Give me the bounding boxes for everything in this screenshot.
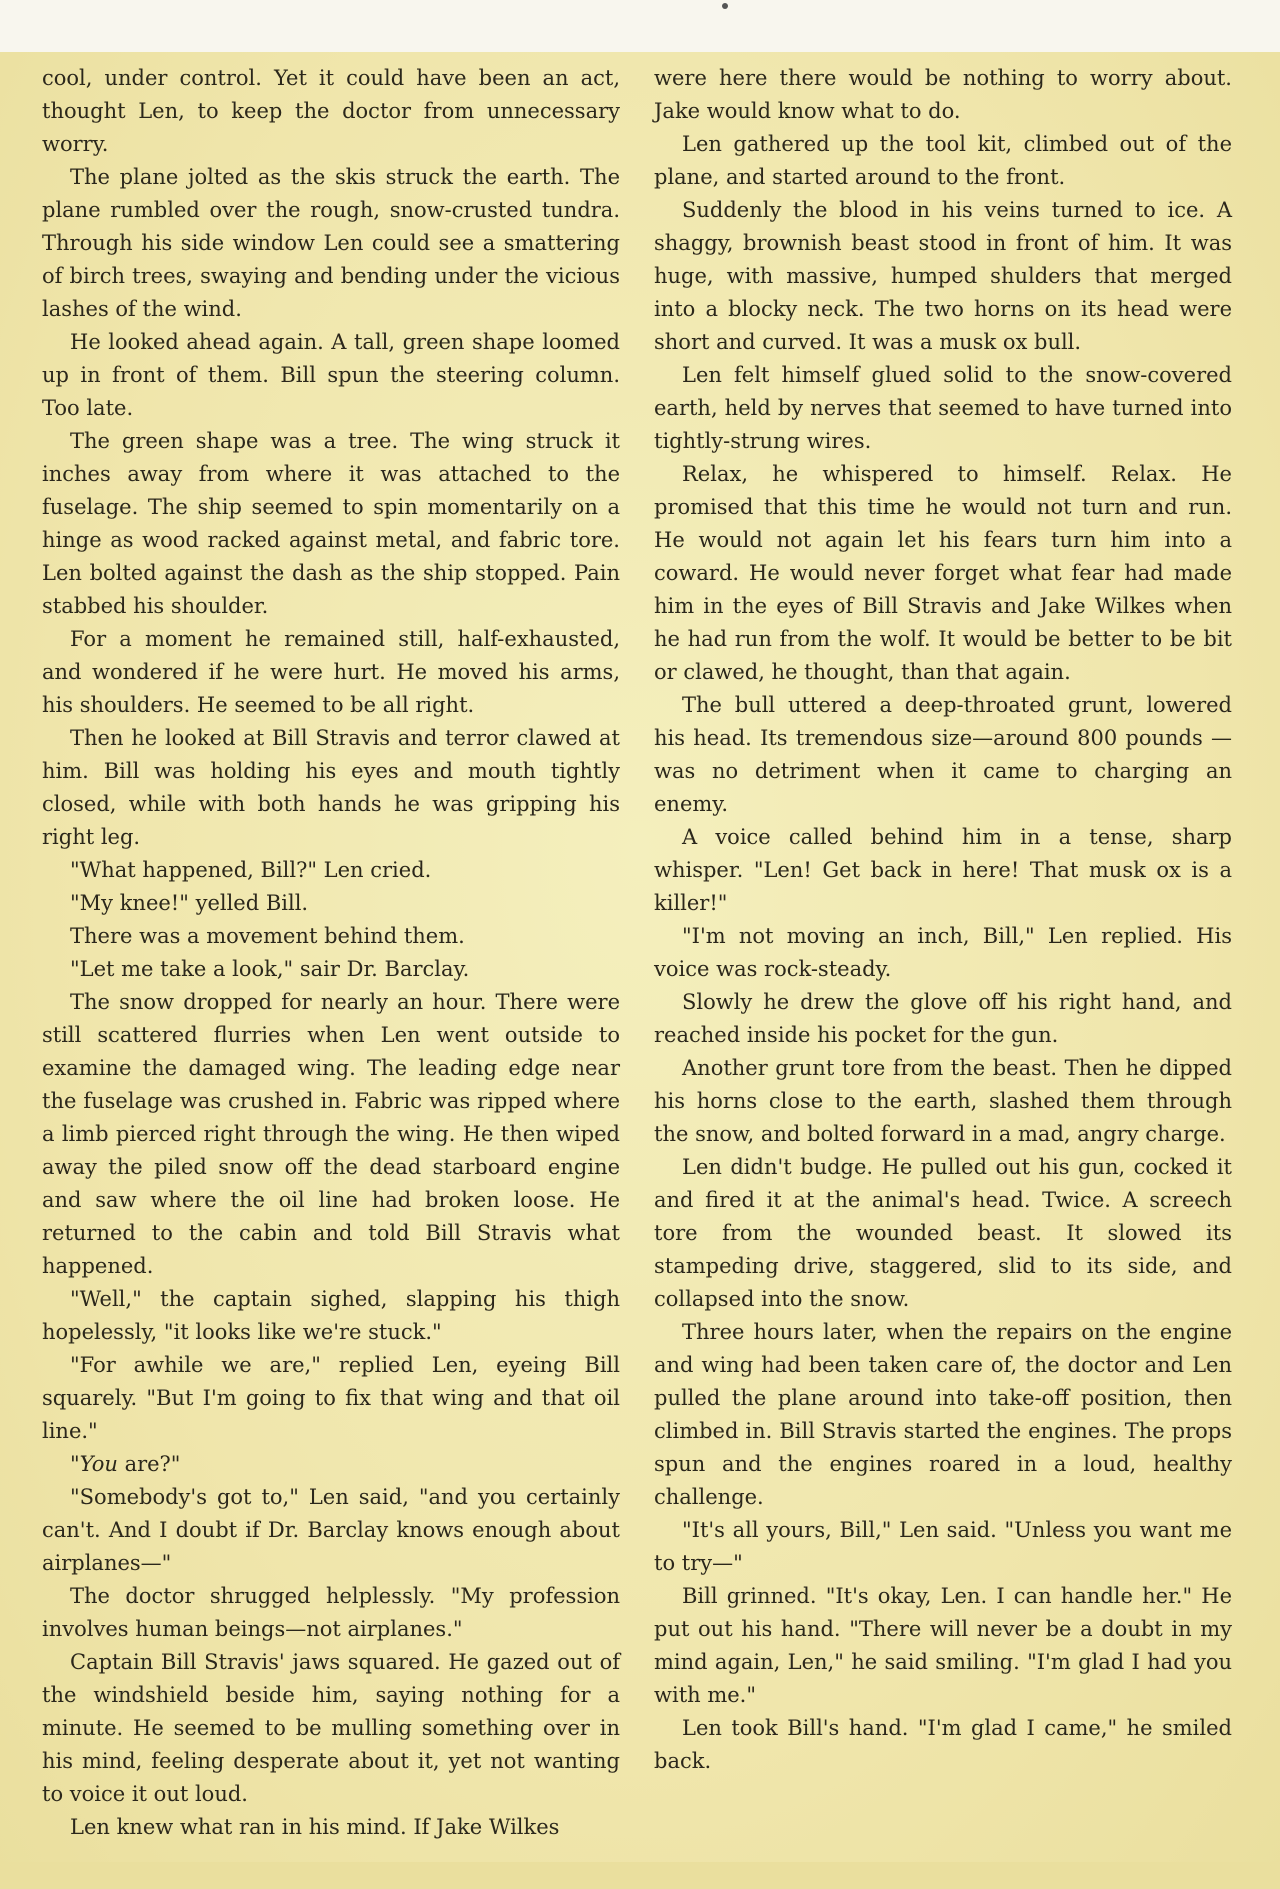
paragraph: were here there would be nothing to worry about. Jake would know what to do. <box>654 66 1232 123</box>
paragraph: "My knee!" yelled Bill. <box>70 891 309 915</box>
left-text-column <box>42 62 620 1844</box>
paragraph: The bull uttered a deep-throated grunt, lowered his head. Its tremendous size—around 800 pounds —was no detriment when it came to charging an enemy. <box>654 693 1232 816</box>
paragraph: "You are?" <box>70 1452 181 1476</box>
paragraph: Len knew what ran in his mind. If Jake Wilkes <box>70 1815 560 1839</box>
paragraph: Len took Bill's hand. "I'm glad I came," he smiled back. <box>654 1716 1232 1773</box>
right-text-column <box>654 62 1232 1778</box>
bottom-margin <box>0 1862 1280 1889</box>
paragraph: Len gathered up the tool kit, climbed out of the plane, and started around to the front. <box>654 132 1232 189</box>
paragraph: There was a movement behind them. <box>70 924 465 948</box>
paragraph: Three hours later, when the repairs on the engine and wing had been taken care of, the doctor and Len pulled the plane around into take-off position, then climbed in. Bill Stravis started the engines. The props spun and the engines roared in a loud, healthy challenge. <box>654 1320 1232 1509</box>
paragraph: "Let me take a look," sair Dr. Barclay. <box>70 957 470 981</box>
paragraph: A voice called behind him in a tense, sharp whisper. "Len! Get back in here! That musk ox is a killer!" <box>654 825 1232 915</box>
paragraph: "Well," the captain sighed, slapping his thigh hopelessly, "it looks like we're stuck." <box>42 1287 620 1344</box>
paragraph: "It's all yours, Bill," Len said. "Unless you want me to try—" <box>654 1518 1232 1575</box>
paragraph: Bill grinned. "It's okay, Len. I can handle her." He put out his hand. "There will never be a doubt in my mind again, Len," he said smiling. "I'm glad I had you with me." <box>654 1584 1232 1707</box>
paragraph: "Somebody's got to," Len said, "and you certainly can't. And I doubt if Dr. Barclay knows enough about airplanes—" <box>42 1485 620 1575</box>
paragraph: "I'm not moving an inch, Bill," Len replied. His voice was rock-steady. <box>654 924 1232 981</box>
paragraph: Captain Bill Stravis' jaws squared. He gazed out of the windshield beside him, saying nothing for a minute. He seemed to be mulling something over in his mind, feeling desperate about it, yet not wanting to voice it out loud. <box>42 1650 620 1806</box>
paragraph: "For awhile we are," replied Len, eyeing Bill squarely. "But I'm going to fix that wing and that oil line." <box>42 1353 620 1443</box>
paragraph: Slowly he drew the glove off his right hand, and reached inside his pocket for the gun. <box>654 990 1232 1047</box>
paragraph: Relax, he whispered to himself. Relax. He promised that this time he would not turn and run. He would not again let his fears turn him into a coward. He would never forget what fear had made him in the eyes of Bill Stravis and Jake Wilkes when he had run from the wolf. It would be better to be bit or clawed, he thought, than that again. <box>654 462 1232 684</box>
paragraph: The snow dropped for nearly an hour. There were still scattered flurries when Len went outside to examine the damaged wing. The leading edge near the fuselage was crushed in. Fabric was ripped where a limb pierced right through the wing. He then wiped away the piled snow off the dead starboard engine and saw where the oil line had broken loose. He returned to the cabin and told Bill Stravis what happened. <box>42 990 620 1278</box>
paragraph: The green shape was a tree. The wing struck it inches away from where it was attached to the fuselage. The ship seemed to spin momentarily on a hinge as wood racked against metal, and fabric tore. Len bolted against the dash as the ship stopped. Pain stabbed his shoulder. <box>42 429 620 618</box>
paragraph: Another grunt tore from the beast. Then he dipped his horns close to the earth, slashed them through the snow, and bolted forward in a mad, angry charge. <box>654 1056 1232 1146</box>
paragraph: "What happened, Bill?" Len cried. <box>70 858 432 882</box>
paragraph: Len felt himself glued solid to the snow-covered earth, held by nerves that seemed to have turned into tightly-strung wires. <box>654 363 1232 453</box>
paragraph: Suddenly the blood in his veins turned to ice. A shaggy, brownish beast stood in front of him. It was huge, with massive, humped shulders that merged into a blocky neck. The two horns on its head were short and curved. It was a musk ox bull. <box>654 198 1232 354</box>
top-margin <box>0 0 1280 52</box>
paragraph: The plane jolted as the skis struck the earth. The plane rumbled over the rough, snow-crusted tundra. Through his side window Len could see a smattering of birch trees, swaying and bending under the vicious lashes of the wind. <box>42 165 620 321</box>
paragraph: Then he looked at Bill Stravis and terror clawed at him. Bill was holding his eyes and mouth tightly closed, while with both hands he was gripping his right leg. <box>42 726 620 849</box>
paragraph: The doctor shrugged helplessly. "My profession involves human beings—not airplanes." <box>42 1584 620 1641</box>
page-dot <box>722 3 728 9</box>
paragraph: He looked ahead again. A tall, green shape loomed up in front of them. Bill spun the steering column. Too late. <box>42 330 620 420</box>
paragraph: For a moment he remained still, half-exhausted, and wondered if he were hurt. He moved his arms, his shoulders. He seemed to be all right. <box>42 627 620 717</box>
paragraph: cool, under control. Yet it could have been an act, thought Len, to keep the doctor from unnecessary worry. <box>42 66 620 156</box>
paragraph: Len didn't budge. He pulled out his gun, cocked it and fired it at the animal's head. Twice. A screech tore from the wounded beast. It slowed its stampeding drive, staggered, slid to its side, and collapsed into the snow. <box>654 1155 1232 1311</box>
